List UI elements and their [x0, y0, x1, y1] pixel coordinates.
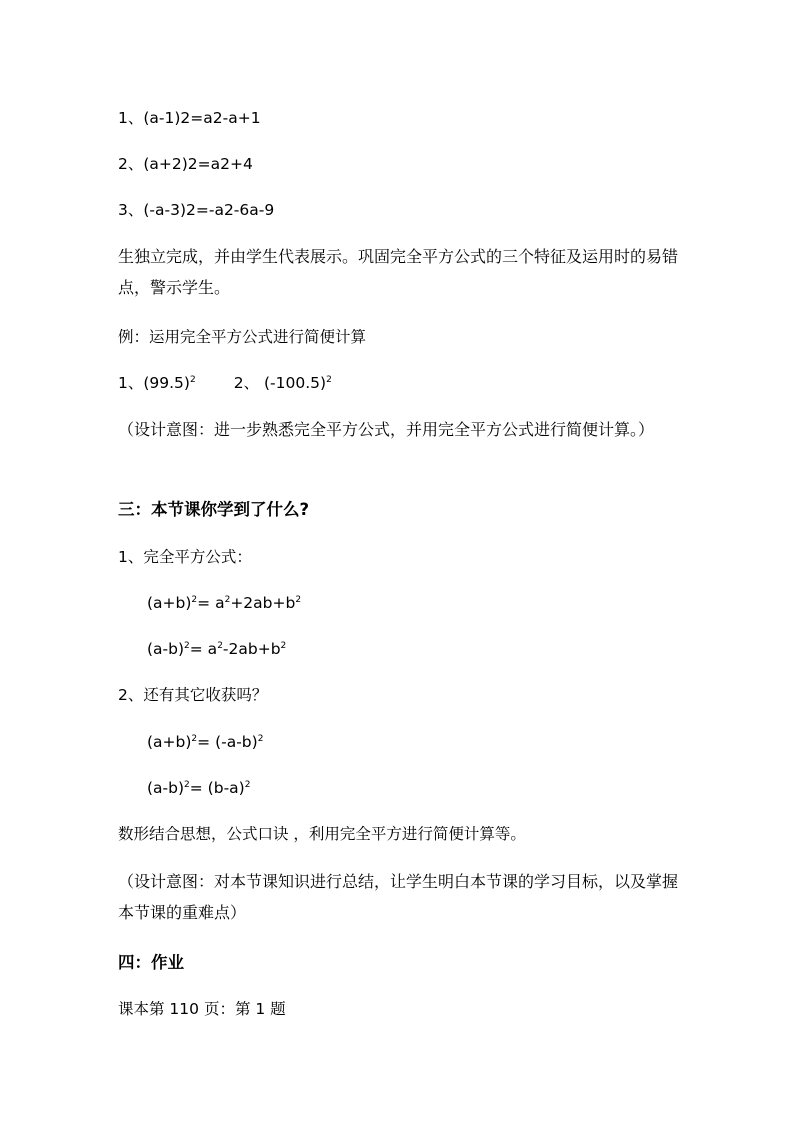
- formula-3-exp-1: 2: [191, 734, 198, 744]
- formula-2-rest: -2ab+b: [222, 640, 281, 658]
- formula-difference-square: [147, 638, 286, 660]
- section-4-heading: 四：作业: [118, 953, 184, 972]
- formula-4-exp-2: 2: [244, 780, 251, 790]
- formula-identity-2: [147, 777, 250, 799]
- formula-2-exp-2: 2: [217, 641, 223, 651]
- formula-4-rhs: = (b-a): [189, 779, 245, 797]
- example-item-1-exponent: 2: [189, 375, 196, 385]
- example-title: 例：运用完全平方公式进行简便计算: [118, 328, 367, 346]
- design-intent-1: （设计意图：进一步熟悉完全平方公式，并用完全平方公式进行简便计算。）: [118, 420, 655, 439]
- practice-item-2: 2、(a+2)2=a2+4: [118, 155, 253, 173]
- design-intent-2: （设计意图：对本节课知识进行总结，让学生明白本节课的学习目标，以及掌握本节课的重难点）: [118, 872, 679, 922]
- formula-identity-1: [147, 731, 263, 753]
- formula-2-exp-3: 2: [280, 641, 287, 651]
- summary-1-label: 1、完全平方公式：: [118, 548, 252, 566]
- practice-item-3: 3、(-a-3)2=-a2-6a-9: [118, 201, 275, 219]
- example-item-2: 2、 (-100.5): [233, 374, 327, 392]
- formula-2-exp-1: 2: [184, 641, 190, 651]
- formula-1-exp-3: 2: [295, 595, 302, 605]
- formula-3-exp-2: 2: [257, 734, 264, 744]
- formula-1-rest: +2ab+b: [230, 594, 296, 612]
- formula-2-lhs: (a-b): [147, 640, 185, 658]
- formula-sum-square: [147, 592, 301, 614]
- section-3-heading: 三：本节课你学到了什么?: [118, 500, 310, 519]
- formula-3-lhs: (a+b): [147, 733, 192, 751]
- summary-2-label: 2、还有其它收获吗？: [118, 686, 268, 704]
- practice-note: 生独立完成，并由学生代表展示。巩固完全平方公式的三个特征及运用时的易错点，警示学生。: [118, 247, 679, 297]
- formula-1-exp-2: 2: [224, 595, 231, 605]
- formula-4-exp-1: 2: [184, 780, 190, 790]
- formula-2-mid: = a: [189, 640, 218, 658]
- example-items: [118, 372, 332, 394]
- summary-note: 数形结合思想，公式口诀 ，利用完全平方进行简便计算等。: [118, 825, 526, 843]
- formula-3-rhs: = (-a-b): [197, 733, 258, 751]
- homework-text: 课本第 110 页：第 1 题: [118, 1000, 286, 1018]
- example-item-1: 1、(99.5): [118, 374, 190, 392]
- formula-1-mid: = a: [197, 594, 225, 612]
- formula-4-lhs: (a-b): [147, 779, 185, 797]
- practice-item-1: 1、(a-1)2=a2-a+1: [118, 109, 261, 127]
- example-item-2-exponent: 2: [326, 375, 332, 385]
- formula-1-lhs: (a+b): [147, 594, 192, 612]
- formula-1-exp-1: 2: [191, 595, 198, 605]
